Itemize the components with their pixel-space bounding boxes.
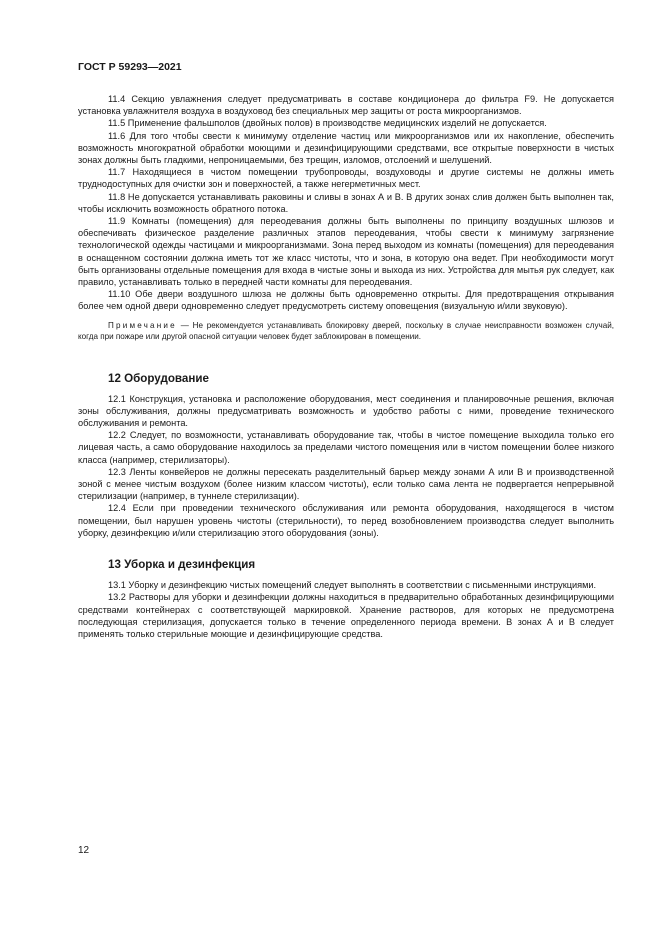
paragraph-11-7: 11.7 Находящиеся в чистом помещении трубопроводы, воздуховоды и другие системы не должны иметь труднодоступных для очистки зон и поверхностей, а также негерметичных мест. xyxy=(78,167,614,190)
paragraph-11-9: 11.9 Комнаты (помещения) для переодевания должны быть выполнены по принципу воздушных шлюзов и обеспечивать физическое разделение различных этапов переодевания, чтобы свести к минимуму загрязнение технологической одежды частицами и микроорганизмами. Зона перед выходом из комнаты (помещения) для переодевания в оснащенном состоянии должна иметь тот же класс чистоты, что и зона, в которую она ведет. При необходимости могут быть организованы отдельные помещения для входа в чистые зоны и выхода из них. Устройства для мытья рук следует, как правило, устанавливать только в передней части комнаты для переодевания. xyxy=(78,216,614,288)
section-heading-12: 12 Оборудование xyxy=(108,371,209,385)
paragraph-12-3: 12.3 Ленты конвейеров не должны пересекать разделительный барьер между зонами А или В и производственной зоной с менее чистым воздухом (более низким классом чистоты), если только сама лента не подвергается непрерывной стерилизации (например, в туннеле стерилизации). xyxy=(78,466,614,502)
page-body xyxy=(78,93,614,640)
paragraph-12-2: 12.2 Следует, по возможности, устанавливать оборудование так, чтобы в чистое помещение выходила только его лицевая часть, а само оборудование находилось за пределами чистого помещения или в чистом помещении более низкого класса (например, стерилизаторы). xyxy=(78,430,614,465)
paragraph-11-10: 11.10 Обе двери воздушного шлюза не должны быть одновременно открыты. Для предотвращения открывания более чем одной двери одновременно следует предусмотреть систему оповещения (визуальную и/или звуковую). xyxy=(78,289,614,312)
paragraph-12-4: 12.4 Если при проведении технического обслуживания или ремонта оборудования, находящегося в чистом помещении, был нарушен уровень чистоты (стерильности), то перед возобновлением производства следует выполнить уборку, дезинфекцию и/или стерилизацию этого оборудования (зоны). xyxy=(78,503,614,538)
note-text: — Не рекомендуется устанавливать блокировку дверей, поскольку в случае неисправности возможен случай, когда при пожаре или другой опасной ситуации человек будет заблокирован в помещении. xyxy=(78,320,614,341)
paragraph-13-1: 13.1 Уборку и дезинфекцию чистых помещений следует выполнять в соответствии с письменными инструкциями. xyxy=(108,580,597,591)
page-number: 12 xyxy=(78,845,90,856)
note-label: Примечание xyxy=(108,320,177,330)
document-header: ГОСТ Р 59293—2021 xyxy=(78,61,182,73)
paragraph-11-6: 11.6 Для того чтобы свести к минимуму отделение частиц или микроорганизмов или их накопление, обеспечить возможность многократной обработки моющими и дезинфицирующими средствами, все открытые поверхности в чистых зонах должны быть гладкими, непроницаемыми, без трещин, изломов, отслоений и шелушений. xyxy=(78,130,614,166)
paragraph-11-8: 11.8 Не допускается устанавливать раковины и сливы в зонах А и В. В других зонах слив должен быть выполнен так, чтобы исключить возможность обратного потока. xyxy=(78,191,614,214)
section-heading-13: 13 Уборка и дезинфекция xyxy=(108,558,256,572)
paragraph-11-4: 11.4 Секцию увлажнения следует предусматривать в составе кондиционера до фильтра F9. Не допускается установка увлажнителя воздуха в воздуховод без специальных мер защиты от роста микроорганизмов. xyxy=(78,94,614,117)
paragraph-13-2: 13.2 Растворы для уборки и дезинфекции должны находиться в предварительно обработанных дезинфицирующими средствами контейнерах с соответствующей маркировкой. Хранение растворов, для которых не предусмотрена последующая стерилизация, допускается только в течение определенного периода времени. В зонах А и В следует применять только стерильные моющие и дезинфицирующие средства. xyxy=(78,592,614,639)
note xyxy=(78,320,614,342)
paragraph-11-5: 11.5 Применение фальшполов (двойных полов) в производстве медицинских изделий не допускается. xyxy=(108,118,547,129)
paragraph-12-1: 12.1 Конструкция, установка и расположение оборудования, мест соединения и планировочные решения, включая зоны обслуживания, должны предусматривать возможность и удобство работы с ними, проведение технического обслуживания и ремонта. xyxy=(78,393,614,429)
